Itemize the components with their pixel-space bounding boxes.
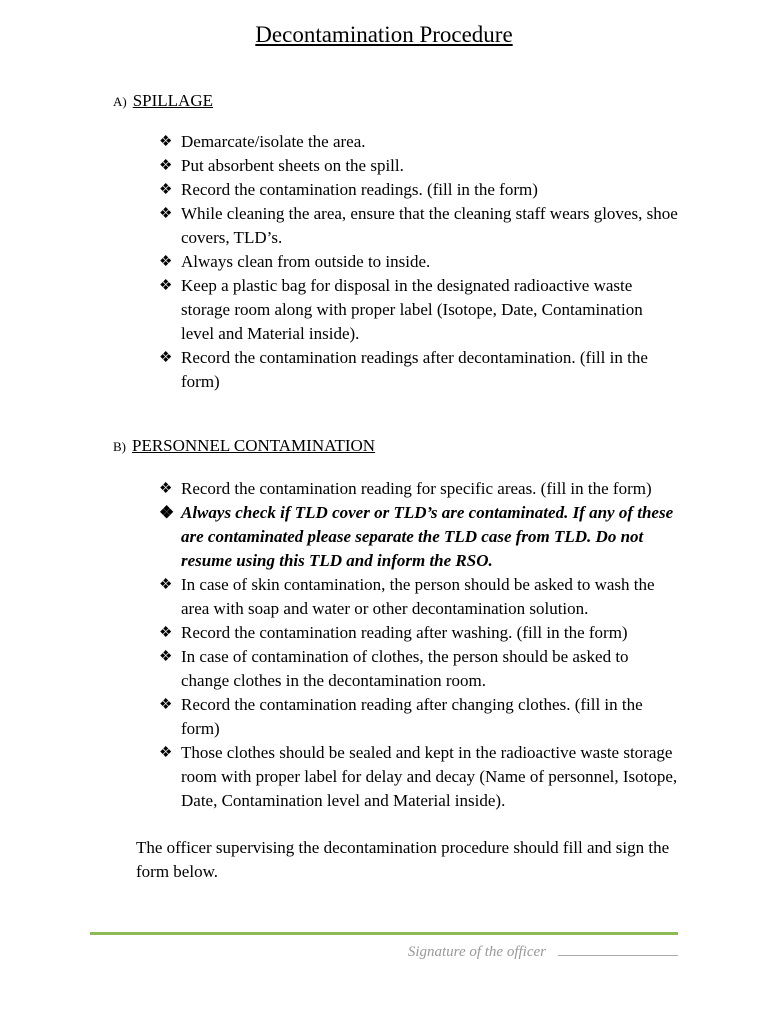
- section-title: PERSONNEL CONTAMINATION: [132, 436, 376, 455]
- bullet-icon: ❖: [159, 697, 173, 713]
- list-item: [159, 154, 679, 178]
- bullet-icon: ❖: [159, 350, 173, 366]
- section-letter: A): [113, 94, 127, 109]
- spillage-list: [159, 130, 679, 394]
- list-item: [159, 202, 679, 250]
- list-item-text: Record the contamination reading after washing. (fill in the form): [181, 623, 628, 642]
- list-item-text: Always check if TLD cover or TLD’s are contaminated. If any of these are contaminated please separate the TLD case from TLD. Do not resume using this TLD and inform the RSO.: [181, 503, 674, 570]
- bullet-icon: ❖: [159, 745, 173, 761]
- list-item: [159, 250, 679, 274]
- list-item: [159, 621, 679, 645]
- section-heading-spillage: [113, 91, 213, 111]
- bullet-icon: ❖: [159, 254, 173, 270]
- bullet-icon: ❖: [159, 158, 173, 174]
- list-item-text: Record the contamination readings. (fill in the form): [181, 180, 538, 199]
- list-item-text: Record the contamination reading for specific areas. (fill in the form): [181, 479, 652, 498]
- list-item-text: Put absorbent sheets on the spill.: [181, 156, 404, 175]
- list-item: [159, 477, 679, 501]
- bullet-icon: ❖: [159, 649, 173, 665]
- list-item: [159, 274, 679, 346]
- list-item-text: Those clothes should be sealed and kept in the radioactive waste storage room with proper label for delay and decay (Name of personnel, Isotope, Date, Contamination level and Material inside).: [181, 743, 678, 810]
- list-item-emphasis: [159, 501, 679, 573]
- list-item-text: Record the contamination readings after decontamination. (fill in the form): [181, 348, 648, 391]
- bullet-icon: ❖: [159, 577, 173, 593]
- bullet-icon: ❖: [159, 182, 173, 198]
- section-letter: B): [113, 439, 126, 454]
- bullet-icon: ❖: [159, 481, 173, 497]
- list-item: [159, 130, 679, 154]
- list-item-text: Record the contamination reading after changing clothes. (fill in the form): [181, 695, 643, 738]
- list-item-text: Always clean from outside to inside.: [181, 252, 431, 271]
- footer-divider: [90, 932, 678, 935]
- list-item-text: Demarcate/isolate the area.: [181, 132, 366, 151]
- list-item-text: While cleaning the area, ensure that the cleaning staff wears gloves, shoe covers, TLD’s.: [181, 204, 678, 247]
- bullet-icon: ❖: [159, 278, 173, 294]
- bullet-icon: ❖: [159, 206, 173, 222]
- bullet-icon: ❖: [159, 625, 173, 641]
- list-item: [159, 573, 679, 621]
- list-item: [159, 346, 679, 394]
- section-heading-personnel: [113, 436, 375, 456]
- list-item: [159, 178, 679, 202]
- bullet-icon: ❖: [159, 134, 173, 150]
- bullet-icon: ❖: [159, 503, 175, 522]
- list-item: [159, 693, 679, 741]
- list-item: [159, 645, 679, 693]
- section-title: SPILLAGE: [132, 91, 213, 110]
- list-item-text: In case of contamination of clothes, the person should be asked to change clothes in the decontamination room.: [181, 647, 629, 690]
- personnel-list: [159, 477, 679, 813]
- closing-paragraph: The officer supervising the decontamination procedure should fill and sign the form below.: [136, 838, 670, 881]
- signature-block: [408, 941, 678, 961]
- list-item: [159, 741, 679, 813]
- page-title: Decontamination Procedure: [255, 22, 513, 47]
- list-item-text: Keep a plastic bag for disposal in the designated radioactive waste storage room along with proper label (Isotope, Date, Contamination level and Material inside).: [181, 276, 643, 343]
- list-item-text: In case of skin contamination, the person should be asked to wash the area with soap and water or other decontamination solution.: [181, 575, 655, 618]
- signature-label: Signature of the officer: [407, 944, 546, 960]
- signature-line: [558, 941, 678, 956]
